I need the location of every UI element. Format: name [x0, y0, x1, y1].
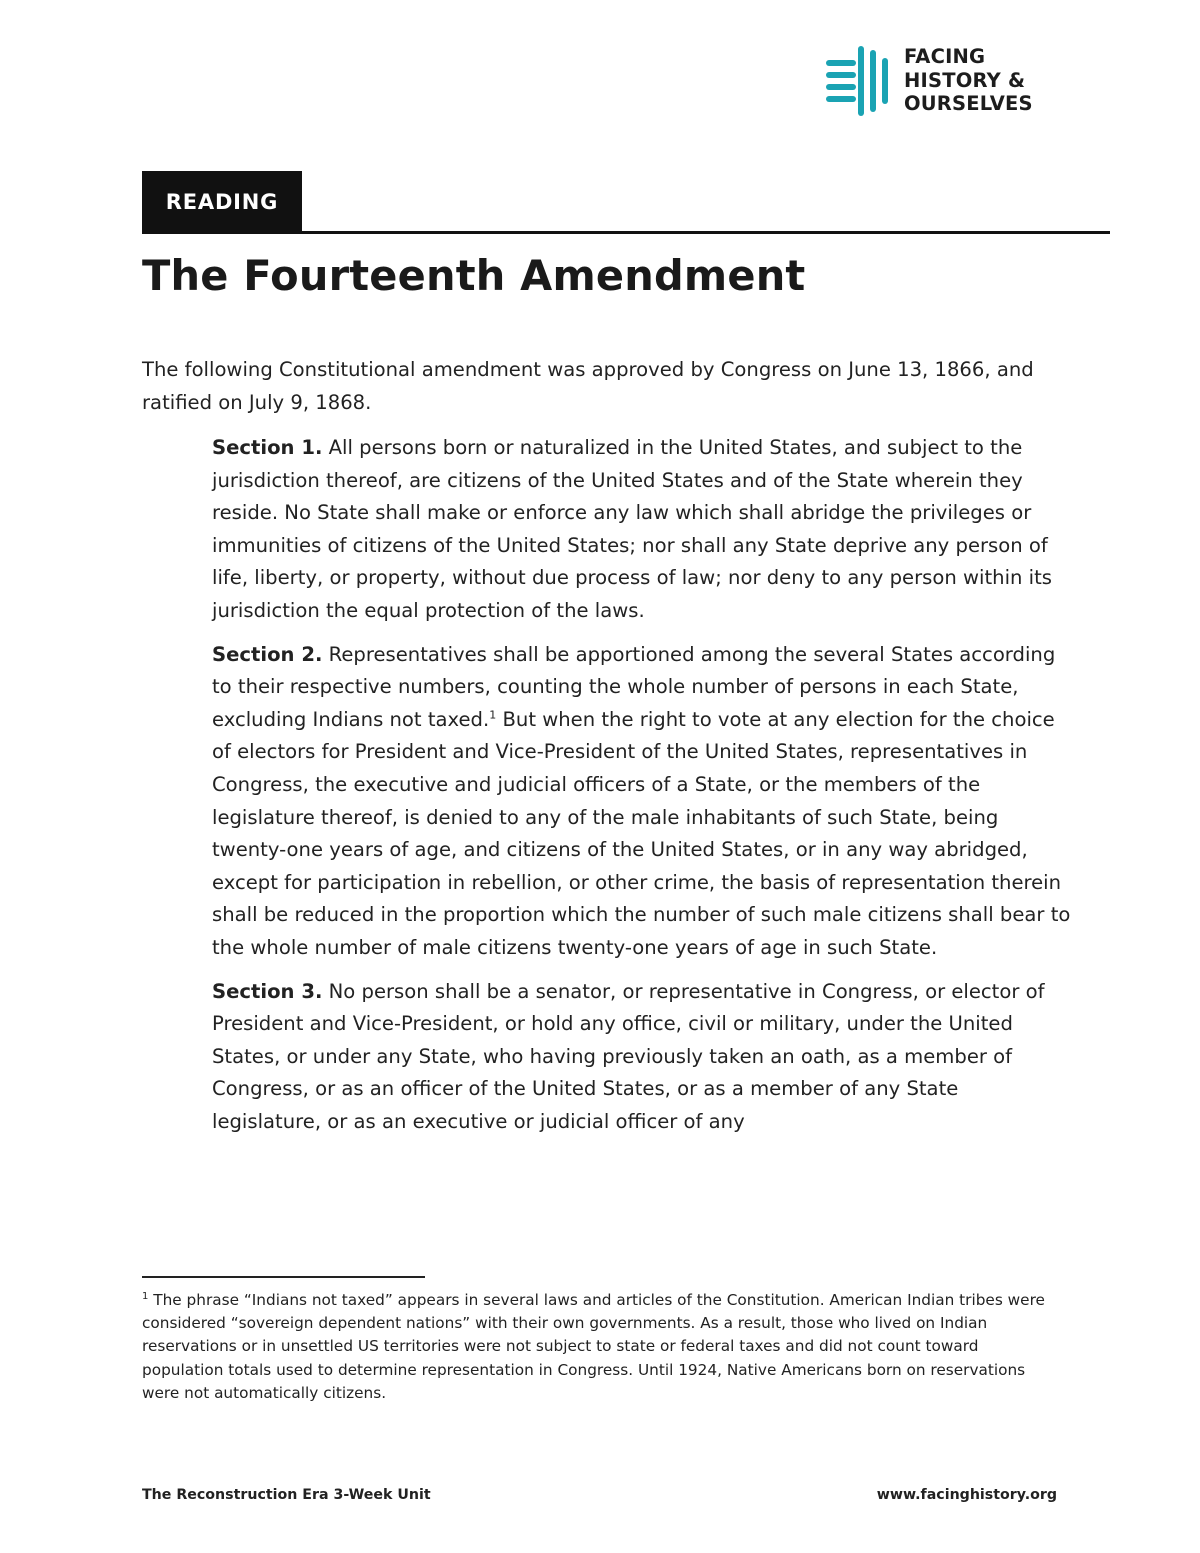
section-3 [212, 976, 1072, 1139]
section-2-text-after-ref: But when the right to vote at any election for the choice of electors for President and Vice-President of the United States, representatives in Congress, the executive and judicial officers of a State, or the members of the legislature thereof, is denied to any of the male inhabitants of such State, being twenty-one years of age, and citizens of the United States, or in any way abridged, except for participation in rebellion, or other crime, the basis of representation therein shall be reduced in the proportion which the number of such male citizens shall bear to the whole number of male citizens twenty-one years of age in such State. [212, 707, 1071, 959]
facing-history-logo-icon [826, 44, 896, 120]
logo-line-1: FACING [904, 45, 986, 68]
section-2 [212, 639, 1072, 965]
footnote-text: The phrase “Indians not taxed” appears in several laws and articles of the Constitution. American Indian tribes were considered “sovereign dependent nations” with their own governments. As a result, those who lived on Indian reservations or in unsettled US territories were not subject to state or federal taxes and did not count toward population totals used to determine representation in Congress. Until 1924, Native Americans born on reservations were not automatically citizens. [142, 1291, 1045, 1402]
footnote-1 [142, 1289, 1057, 1405]
logo-line-3: OURSELVES [904, 92, 1033, 115]
footnote-ref-1[interactable]: 1 [489, 708, 497, 722]
logo-line-2: HISTORY & [904, 68, 1026, 92]
footer-website-link[interactable]: www.facinghistory.org [876, 1487, 1057, 1503]
footnote-number: 1 [142, 1290, 149, 1302]
reading-label: READING [142, 171, 302, 233]
logo-wordmark [904, 45, 1033, 116]
facing-history-logo[interactable] [826, 44, 1066, 120]
section-2-text-before-ref: Representatives shall be apportioned among the several States according to their respective numbers, counting the whole number of persons in each State, excluding Indians not taxed. [212, 642, 1056, 731]
amendment-sections [212, 432, 1072, 1149]
section-3-text: No person shall be a senator, or representative in Congress, or elector of President and Vice-President, or hold any office, civil or military, under the United States, or under any State, who having previously taken an oath, as a member of Congress, or as an officer of the United States, or as a member of any State legislature, or as an executive or judicial officer of any [212, 979, 1045, 1133]
section-1-text: All persons born or naturalized in the United States, and subject to the jurisdiction thereof, are citizens of the United States and of the State wherein they reside. No State shall make or enforce any law which shall abridge the privileges or immunities of citizens of the United States; nor shall any State deprive any person of life, liberty, or property, without due process of law; nor deny to any person within its jurisdiction the equal protection of the laws. [212, 436, 1052, 622]
footnote-rule [142, 1276, 425, 1278]
section-2-label: Section 2. [212, 642, 323, 666]
section-1 [212, 432, 1072, 628]
page-title: The Fourteenth Amendment [142, 251, 806, 300]
section-1-label: Section 1. [212, 436, 323, 459]
footer-unit-title: The Reconstruction Era 3-Week Unit [142, 1487, 431, 1503]
header-rule [142, 231, 1110, 234]
section-3-label: Section 3. [212, 979, 323, 1003]
intro-paragraph: The following Constitutional amendment was approved by Congress on June 13, 1866, and ratified on July 9, 1868. [142, 358, 1034, 414]
